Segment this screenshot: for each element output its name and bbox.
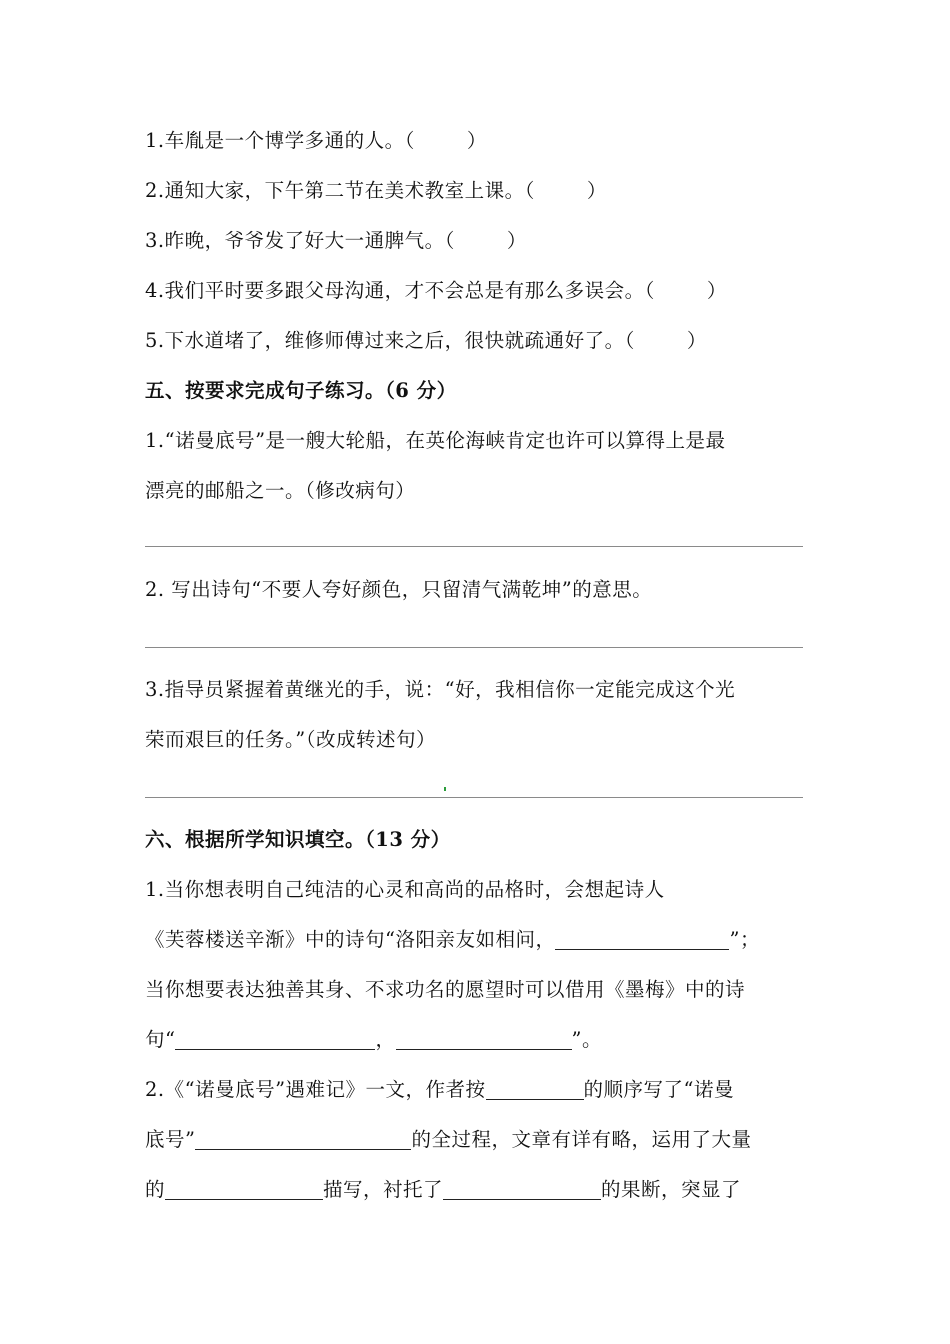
s5-q3-line2: 荣而艰巨的任务。”（改成转述句） (145, 728, 436, 751)
judge-item-5: 5.下水道堵了，维修师傅过来之后，很快就疏通好了。（ ） (145, 329, 707, 352)
section-6-heading: 六、根据所学知识填空。（13 分） (145, 828, 451, 851)
section-5-heading: 五、按要求完成句子练习。（6 分） (145, 379, 457, 402)
s6-q1-blank-3[interactable] (396, 1029, 572, 1050)
judge-item-4: 4.我们平时要多跟父母沟通，才不会总是有那么多误会。（ ） (145, 279, 727, 302)
stray-mark (444, 787, 446, 791)
s5-q1-line2: 漂亮的邮船之一。（修改病句） (145, 479, 416, 502)
s6-q2-blank-2[interactable] (195, 1129, 411, 1150)
s5-q3-line1: 3.指导员紧握着黄继光的手，说：“好，我相信你一定能完成这个光 (145, 678, 736, 701)
s6-q1-line1: 1.当你想表明自己纯洁的心灵和高尚的品格时，会想起诗人 (145, 878, 665, 901)
s5-q1-answer-line[interactable] (145, 546, 803, 547)
judge-item-3: 3.昨晚，爷爷发了好大一通脾气。（ ） (145, 229, 527, 252)
s6-q2-blank-3[interactable] (165, 1179, 323, 1200)
s6-q2-line2: 底号” 的全过程，文章有详有略，运用了大量 (145, 1128, 752, 1151)
s6-q1-line3: 当你想要表达独善其身、不求功名的愿望时可以借用《墨梅》中的诗 (145, 978, 746, 1001)
s6-q1-blank-2[interactable] (175, 1029, 375, 1050)
judge-item-1: 1.车胤是一个博学多通的人。（ ） (145, 129, 487, 152)
judge-item-2: 2.通知大家，下午第二节在美术教室上课。（ ） (145, 179, 607, 202)
s5-q2-answer-line[interactable] (145, 647, 803, 648)
s6-q2-blank-1[interactable] (486, 1079, 584, 1100)
s5-q2: 2. 写出诗句“不要人夸好颜色，只留清气满乾坤”的意思。 (145, 578, 653, 601)
s6-q1-line2: 《芙蓉楼送辛渐》中的诗句“洛阳亲友如相问， ”； (145, 928, 760, 951)
s5-q1-line1: 1.“诺曼底号”是一艘大轮船，在英伦海峡肯定也许可以算得上是最 (145, 429, 726, 452)
s6-q2-blank-4[interactable] (443, 1179, 601, 1200)
s6-q2-line3: 的 描写，衬托了 的果断，突显了 (145, 1178, 742, 1201)
s6-q2-line1: 2.《“诺曼底号”遇难记》一文，作者按 的顺序写了“诺曼 (145, 1078, 735, 1101)
s6-q1-blank-1[interactable] (555, 929, 729, 950)
s6-q1-line4: 句“ ， ”。 (145, 1028, 602, 1051)
s5-q3-answer-line[interactable] (145, 797, 803, 798)
